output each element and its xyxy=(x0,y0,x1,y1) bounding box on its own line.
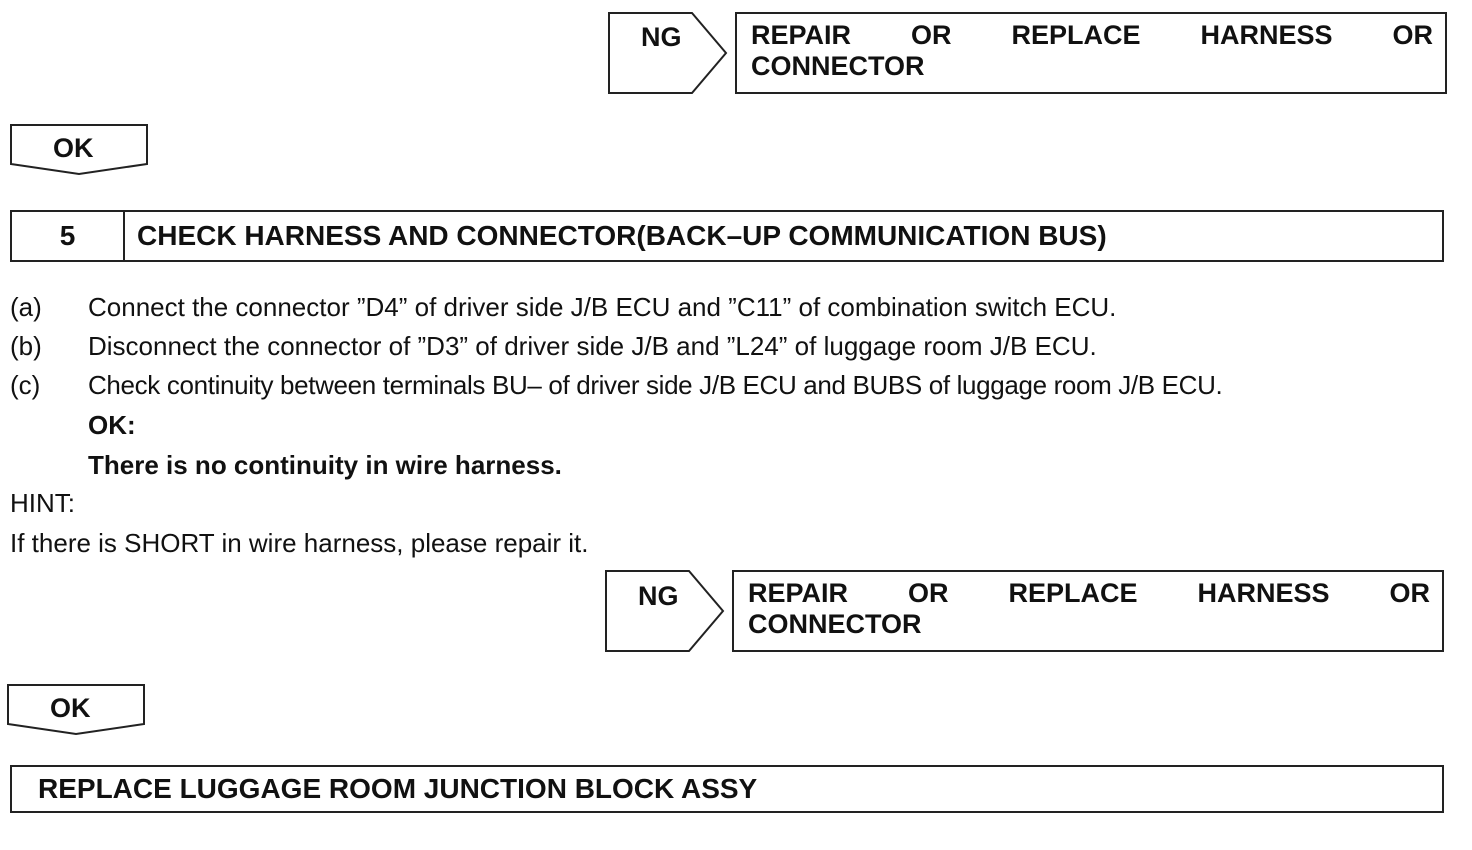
step-number: 5 xyxy=(12,212,125,260)
instruction-mark: (b) xyxy=(10,331,42,361)
final-action-box: REPLACE LUGGAGE ROOM JUNCTION BLOCK ASSY xyxy=(10,765,1444,813)
ng-label: NG xyxy=(641,22,682,52)
ng-action-line2: CONNECTOR xyxy=(751,51,925,81)
ok-label: OK xyxy=(53,133,94,163)
step-title: CHECK HARNESS AND CONNECTOR(BACK–UP COMMUNICATION BUS) xyxy=(137,220,1107,251)
ng-action-line1: REPAIR OR REPLACE HARNESS OR xyxy=(748,578,1430,608)
ng-action-line2: CONNECTOR xyxy=(748,609,922,639)
instruction-mark: (c) xyxy=(10,370,41,400)
ok-spec-text: There is no continuity in wire harness. xyxy=(88,450,562,480)
ng-action-line1: REPAIR OR REPLACE HARNESS OR xyxy=(751,20,1433,50)
ok-label: OK xyxy=(50,693,91,723)
ng-action-box xyxy=(732,570,1444,652)
ok-spec-label: OK: xyxy=(88,410,136,440)
instruction-mark: (a) xyxy=(10,292,42,322)
hint-label: HINT: xyxy=(10,488,75,518)
instruction-text: Disconnect the connector of ”D3” of driver side J/B and ”L24” of luggage room J/B ECU. xyxy=(88,331,1097,361)
instruction-text: Check continuity between terminals BU– of driver side J/B ECU and BUBS of luggage room J/B ECU. xyxy=(88,370,1223,400)
ng-label: NG xyxy=(638,581,679,611)
instruction-text: Connect the connector ”D4” of driver side J/B ECU and ”C11” of combination switch ECU. xyxy=(88,292,1117,322)
hint-text: If there is SHORT in wire harness, please repair it. xyxy=(10,528,589,558)
ng-action-box xyxy=(735,12,1447,94)
step-header xyxy=(10,210,1444,262)
